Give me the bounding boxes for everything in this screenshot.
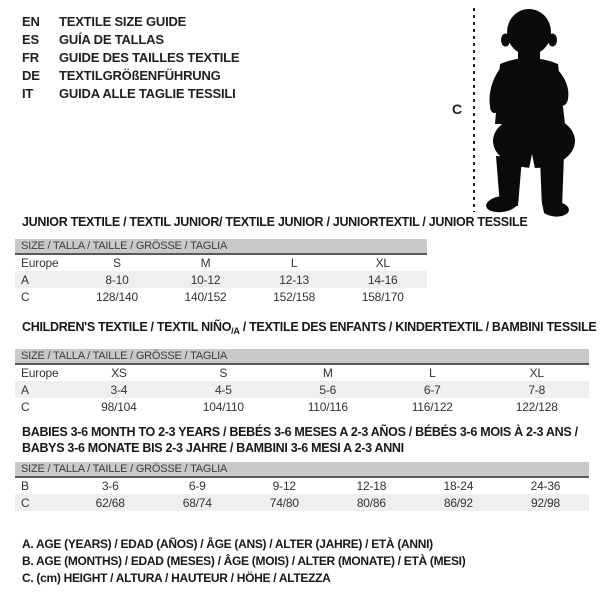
value-cell: 140/152 xyxy=(184,289,227,304)
table-row xyxy=(15,254,427,271)
value-cell: 8-10 xyxy=(105,272,129,287)
size-header-band: SIZE / TALLA / TAILLE / GRÖSSE / TAGLIA xyxy=(15,239,427,254)
table-row xyxy=(15,364,589,381)
row-label-cell: Europe xyxy=(21,366,59,380)
size-header-band: SIZE / TALLA / TAILLE / GRÖSSE / TAGLIA xyxy=(15,462,589,477)
row-label-cell: C xyxy=(21,289,30,304)
children-title-post: / TEXTILE DES ENFANTS / KINDERTEXTIL / BAMBINI TESSILE xyxy=(239,320,597,334)
children-title-pre: CHILDREN'S TEXTILE / TEXTIL NIÑO xyxy=(22,320,232,334)
value-cell: 9-12 xyxy=(272,479,296,493)
size-cell: S xyxy=(219,366,228,380)
baby-silhouette-icon xyxy=(480,6,580,218)
value-cell: 92/98 xyxy=(530,495,560,510)
value-cell: 116/122 xyxy=(411,399,453,414)
language-code: FR xyxy=(22,50,39,65)
language-row-fr xyxy=(22,49,239,67)
value-cell: 12-13 xyxy=(279,272,309,287)
value-cell: 86/92 xyxy=(443,495,473,510)
size-header-row xyxy=(15,239,427,254)
value-cell: 110/116 xyxy=(307,399,348,414)
value-cell: 24-36 xyxy=(530,479,561,493)
size-cell: L xyxy=(429,366,436,380)
value-cell: 104/110 xyxy=(202,399,244,414)
language-title: GUÍA DE TALLAS xyxy=(59,32,164,47)
size-cell: XS xyxy=(111,366,127,380)
babies-title-line2: BABYS 3-6 MONATE BIS 2-3 JAHRE / BAMBINI 3-6 MESI A 2-3 ANNI xyxy=(22,441,404,455)
value-cell: 152/158 xyxy=(273,289,316,304)
size-header-band: SIZE / TALLA / TAILLE / GRÖSSE / TAGLIA xyxy=(15,349,589,364)
value-cell: 14-16 xyxy=(367,272,398,287)
value-cell: 18-24 xyxy=(443,479,474,493)
language-code: IT xyxy=(22,86,34,101)
table-row xyxy=(15,271,427,288)
language-code: DE xyxy=(22,68,40,83)
value-cell: 158/170 xyxy=(361,289,404,304)
children-size-table xyxy=(15,349,589,415)
height-letter-label: C xyxy=(452,101,463,117)
legend-line-c: C. (cm) HEIGHT / ALTURA / HAUTEUR / HÖHE / ALTEZZA xyxy=(22,571,331,585)
row-label-cell: C xyxy=(21,399,30,414)
table-row xyxy=(15,381,589,398)
value-cell: 3-6 xyxy=(101,479,119,493)
value-cell: 62/68 xyxy=(95,495,125,510)
language-row-de xyxy=(22,67,239,85)
value-cell: 122/128 xyxy=(515,399,558,414)
babies-title-line1: BABIES 3-6 MONTH TO 2-3 YEARS / BEBÉS 3-6 MESES A 2-3 AÑOS / BÉBÉS 3-6 MOIS À 2-3 ANS / xyxy=(22,425,578,439)
children-title-subscript: /A xyxy=(231,326,240,336)
value-cell: 128/140 xyxy=(95,289,138,304)
table-row xyxy=(15,288,427,305)
language-title: TEXTILE SIZE GUIDE xyxy=(59,14,187,29)
size-cell: S xyxy=(113,256,121,270)
language-row-en xyxy=(22,13,239,31)
value-cell: 6-7 xyxy=(423,382,441,397)
children-section-title xyxy=(22,320,596,336)
language-row-es xyxy=(22,31,239,49)
value-cell: 6-9 xyxy=(188,479,206,493)
language-list xyxy=(22,13,239,103)
table-row xyxy=(15,477,589,494)
table-row xyxy=(15,494,589,511)
babies-section-title xyxy=(22,424,582,456)
value-cell: 74/80 xyxy=(269,495,299,510)
value-cell: 3-4 xyxy=(110,382,128,397)
language-row-it xyxy=(22,85,239,103)
language-title: GUIDE DES TAILLES TEXTILE xyxy=(59,50,240,65)
value-cell: 98/104 xyxy=(101,399,137,414)
language-code: EN xyxy=(22,14,40,29)
row-label-cell: B xyxy=(21,479,29,493)
value-cell: 10-12 xyxy=(190,272,221,287)
language-title: GUIDA ALLE TAGLIE TESSILI xyxy=(59,86,236,101)
legend-line-a: A. AGE (YEARS) / EDAD (AÑOS) / ÂGE (ANS) / ALTER (JAHRE) / ETÀ (ANNI) xyxy=(22,537,433,551)
legend xyxy=(22,536,465,587)
table-row xyxy=(15,398,589,415)
size-header-row xyxy=(15,462,589,477)
size-header-row xyxy=(15,349,589,364)
language-code: ES xyxy=(22,32,39,47)
size-cell: M xyxy=(200,256,211,270)
value-cell: 68/74 xyxy=(182,495,212,510)
babies-size-table xyxy=(15,462,589,511)
size-cell: L xyxy=(290,256,298,270)
value-cell: 12-18 xyxy=(356,479,387,493)
value-cell: 80/86 xyxy=(356,495,386,510)
size-cell: XL xyxy=(375,256,390,270)
row-label-cell: Europe xyxy=(21,256,59,270)
junior-size-table xyxy=(15,239,427,305)
value-cell: 4-5 xyxy=(214,382,232,397)
row-label-cell: A xyxy=(21,382,29,397)
legend-line-b: B. AGE (MONTHS) / EDAD (MESES) / ÂGE (MOIS) / ALTER (MONATE) / ETÀ (MESI) xyxy=(22,554,466,568)
row-label-cell: C xyxy=(21,495,30,510)
value-cell: 7-8 xyxy=(528,382,546,397)
size-cell: M xyxy=(322,366,333,380)
junior-section-title: JUNIOR TEXTILE / TEXTIL JUNIOR/ TEXTILE JUNIOR / JUNIORTEXTIL / JUNIOR TESSILE xyxy=(22,215,528,229)
value-cell: 5-6 xyxy=(319,382,337,397)
row-label-cell: A xyxy=(21,272,29,287)
size-cell: XL xyxy=(529,366,544,380)
height-measure-dashed-line xyxy=(473,8,475,212)
language-title: TEXTILGRÖßENFÜHRUNG xyxy=(59,68,221,83)
